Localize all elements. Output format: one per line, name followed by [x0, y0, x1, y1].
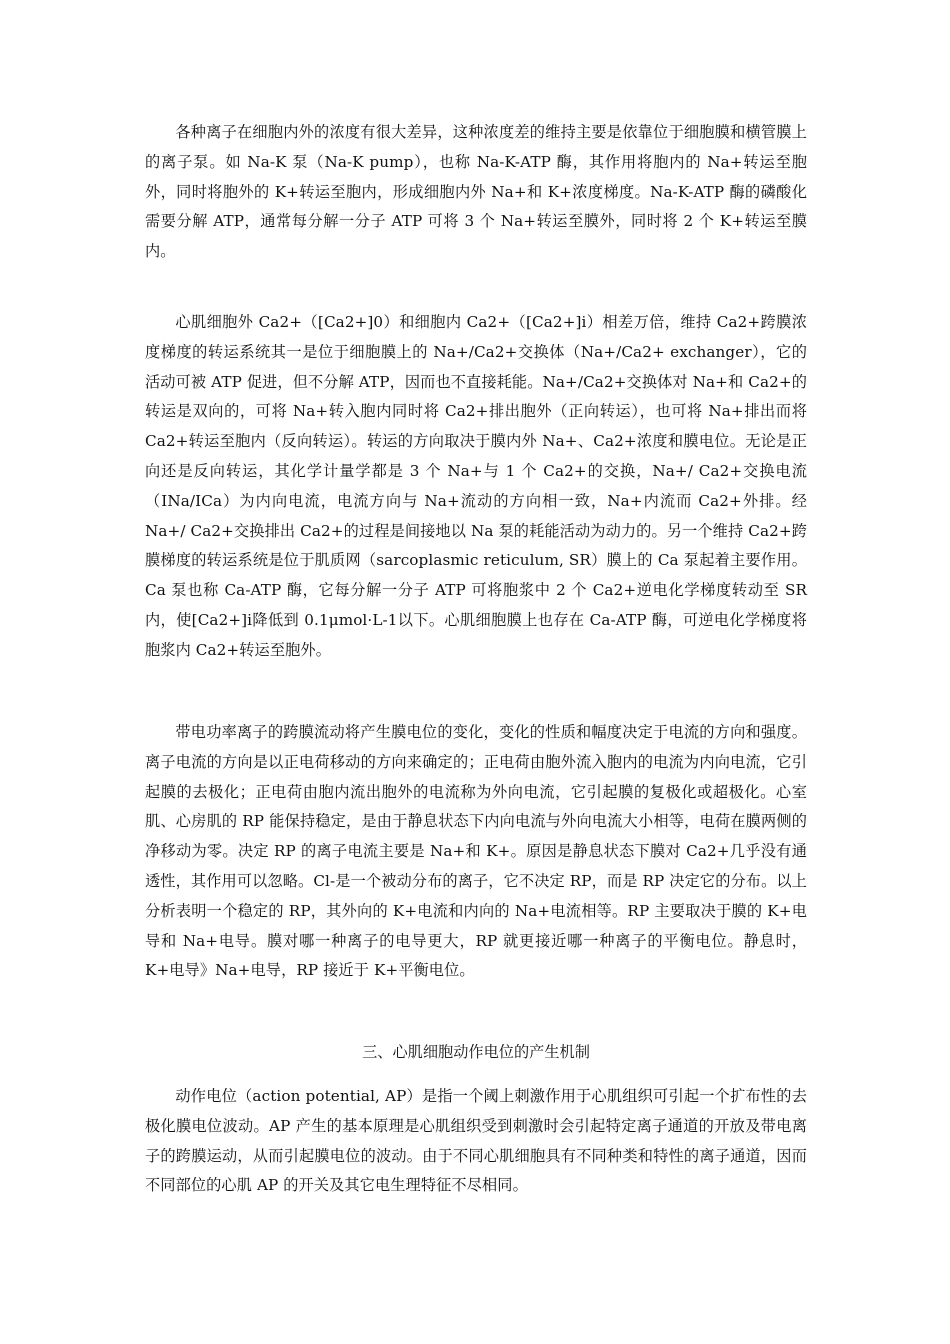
- section-heading: 三、心肌细胞动作电位的产生机制: [362, 1043, 590, 1061]
- paragraph-membrane-potential: 带电功率离子的跨膜流动将产生膜电位的变化，变化的性质和幅度决定于电流的方向和强度。离子电流的方向是以正电荷移动的方向来确定的；正电荷由胞外流入胞内的电流为内向电流，它引起膜的去极化；正电荷由胞内流出胞外的电流称为外向电流，它引起膜的复极化或超极化。心室肌、心房肌的 RP 能保持稳定，是由于静息状态下内向电流与外向电流大小相等，电荷在膜两侧的净移动为零。决定 RP 的离子电流主要是 Na+和 K+。原因是静息状态下膜对 Ca2+几乎没有通透性，其作用可以忽略。Cl-是一个被动分布的离子，它不决定 RP，而是 RP 决定它的分布。以上分析表明一个稳定的 RP，其外向的 K+电流和内向的 Na+电流相等。RP 主要取决于膜的 K+电导和 Na+电导。膜对哪一种离子的电导更大，RP 就更接近哪一种离子的平衡电位。静息时，K+电导》Na+电导，RP 接近于 K+平衡电位。: [145, 723, 807, 980]
- paragraph-ion-pumps: 各种离子在细胞内外的浓度有很大差异，这种浓度差的维持主要是依靠位于细胞膜和横管膜上的离子泵。如 Na-K 泵（Na-K pump），也称 Na-K-ATP 酶，其作用将胞内的 Na+转运至胞外，同时将胞外的 K+转运至胞内，形成细胞内外 Na+和 K+浓度梯度。Na-K-ATP 酶的磷酸化需要分解 ATP，通常每分解一分子 ATP 可将 3 个 Na+转运至膜外，同时将 2 个 K+转运至膜内。: [145, 123, 807, 261]
- paragraph-calcium-transport: 心肌细胞外 Ca2+（[Ca2+]0）和细胞内 Ca2+（[Ca2+]i）相差万倍，维持 Ca2+跨膜浓度梯度的转运系统其一是位于细胞膜上的 Na+/Ca2+交换体（Na+/Ca2+ exchanger），它的活动可被 ATP 促进，但不分解 ATP，因而也不直接耗能。Na+/Ca2+交换体对 Na+和 Ca2+的转运是双向的，可将 Na+转入胞内同时将 Ca2+排出胞外（正向转运），也可将 Na+排出而将 Ca2+转运至胞内（反向转运）。转运的方向取决于膜内外 Na+、Ca2+浓度和膜电位。无论是正向还是反向转运，其化学计量学都是 3 个 Na+与 1 个 Ca2+的交换，Na+/ Ca2+交换电流（INa/ICa）为内向电流，电流方向与 Na+流动的方向相一致，Na+内流而 Ca2+外排。经 Na+/ Ca2+交换排出 Ca2+的过程是间接地以 Na 泵的耗能活动为动力的。另一个维持 Ca2+跨膜梯度的转运系统是位于肌质网（sarcoplasmic reticulum, SR）膜上的 Ca 泵起着主要作用。Ca 泵也称 Ca-ATP 酶，它每分解一分子 ATP 可将胞浆中 2 个 Ca2+逆电化学梯度转动至 SR 内，使[Ca2+]i降低到 0.1μmol·L-1以下。心肌细胞膜上也存在 Ca-ATP 酶，可逆电化学梯度将胞浆内 Ca2+转运至胞外。: [145, 313, 807, 659]
- paragraph-action-potential: 动作电位（action potential, AP）是指一个阈上刺激作用于心肌组织可引起一个扩布性的去极化膜电位波动。AP 产生的基本原理是心肌组织受到刺激时会引起特定离子通道的开放及带电离子的跨膜运动，从而引起膜电位的波动。由于不同心肌细胞具有不同种类和特性的离子通道，因而不同部位的心肌 AP 的开关及其它电生理特征不尽相同。: [145, 1087, 807, 1195]
